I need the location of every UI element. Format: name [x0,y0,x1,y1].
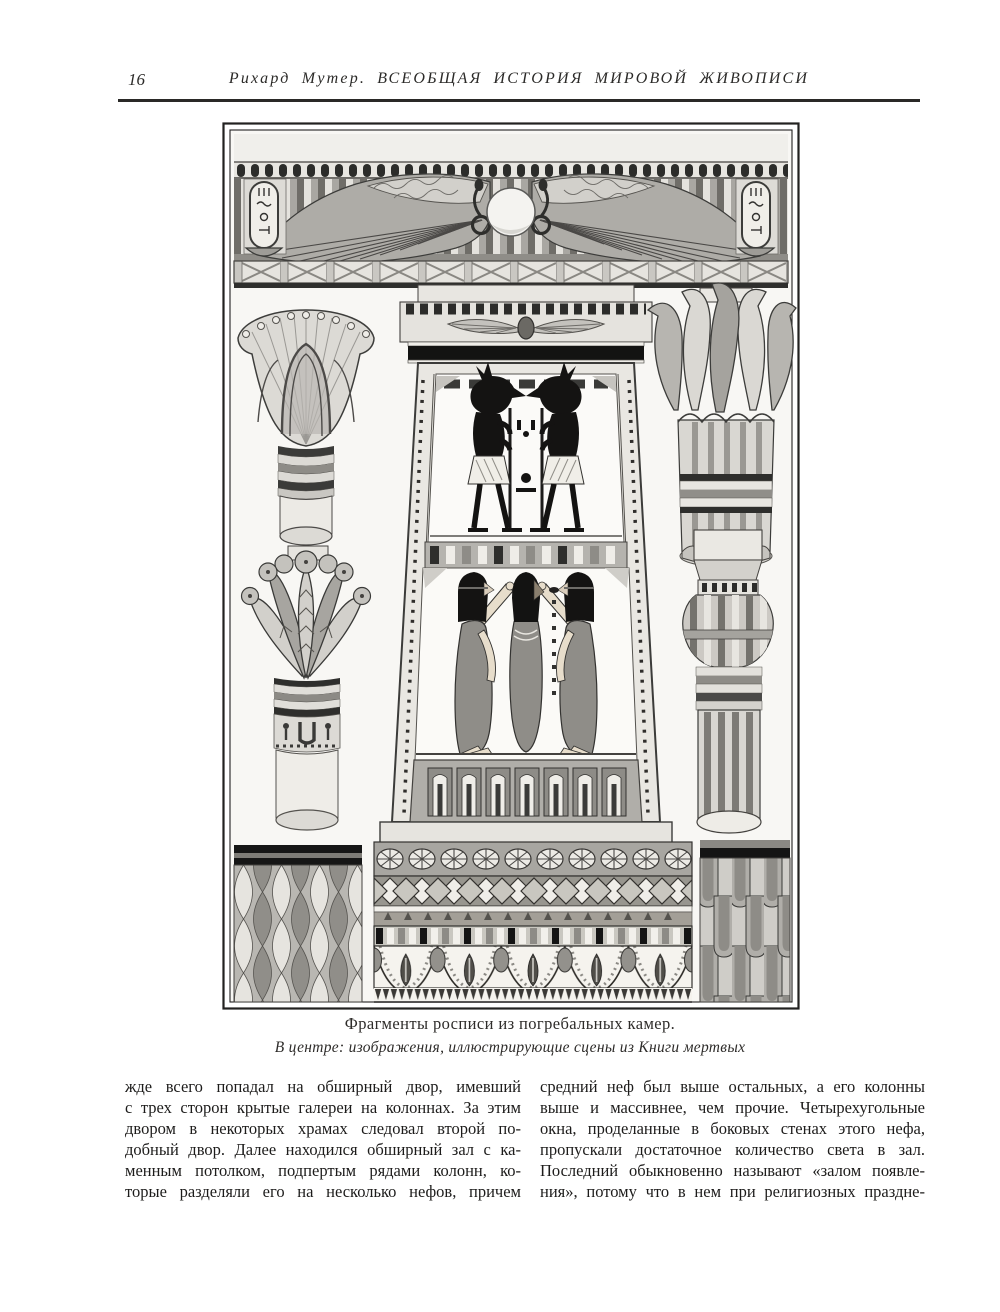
text-line: жде всего попадал на обширный двор, имевший [125,1077,521,1096]
uraeus-row [234,162,788,178]
page-number: 16 [128,70,145,89]
figure-caption [160,1014,860,1057]
caption-subtitle: В центре: изображения, иллюстрирующие сцены из Книги мертвых [274,1039,746,1056]
lotus-frieze-band [374,946,692,988]
composite-column-waist-bands [696,667,762,710]
lattice-rail [234,261,788,288]
sun-disk [487,188,535,236]
text-line: с трех сторон крытые галереи на колоннах. За этим [125,1098,521,1117]
rosette-band [374,842,692,876]
text-line: пропускали достаточное количество света в зал. [540,1140,925,1159]
lotus-capital-bands [680,474,772,513]
text-line: выше и массивнее, чем прочие. Четырехугольные [540,1098,925,1117]
mummy-figure [510,572,544,752]
palm-capital-bands [274,678,340,717]
fringe-band [374,988,692,1002]
bar-stripe-band [374,926,692,946]
text-line: окна, проделанные в боковых стенах этого нефа, [540,1119,925,1138]
text-line: торые разделяли его на несколько нефов, причем [125,1182,521,1201]
text-line: средний неф был выше остальных, а его колонны [540,1077,925,1096]
body-column-right [540,1076,925,1202]
mourning-scene-register [415,568,637,760]
portal-lintel [408,346,644,360]
bar-band [425,542,627,568]
text-line: добный двор. Далее находился обширный зал с ка- [125,1140,521,1159]
niche-frieze [410,760,642,822]
header-rule [118,99,920,102]
anubis-register [428,362,624,542]
portal-cornice-winged-scarab [400,302,652,342]
diamond-band [374,876,692,906]
funerary-portal [380,285,672,844]
text-line: менным потолком, подпертым рядами колонн, ко- [125,1161,521,1180]
portal-plinth [380,822,672,844]
text-line: Последний обыкновенно называют «залом появле- [540,1161,925,1180]
cartouche-panel [244,179,286,256]
text-line: двором в некоторых храмах следовал второй по- [125,1119,521,1138]
ornament-band-stack [374,842,692,1002]
cornice-frieze [234,134,788,288]
caption-title: Фрагменты росписи из погребальных камер. [344,1014,676,1033]
tile-panel [700,840,790,1002]
diamond-scale-panel [234,845,362,1002]
speckled-band [374,912,692,926]
palm-capital-figure-band [274,714,340,752]
capital-neck-bands [278,446,334,499]
figure-egyptian-tomb-painting [222,122,800,1010]
running-header: Рихард Мутер. ВСЕОБЩАЯ ИСТОРИЯ МИРОВОЙ ЖИВОПИСИ [228,70,810,87]
engraving-egyptian-fragments [222,122,800,1010]
text-line: ния», потому что в нем при религиозных праздне- [540,1182,925,1201]
body-column-left [125,1076,521,1202]
